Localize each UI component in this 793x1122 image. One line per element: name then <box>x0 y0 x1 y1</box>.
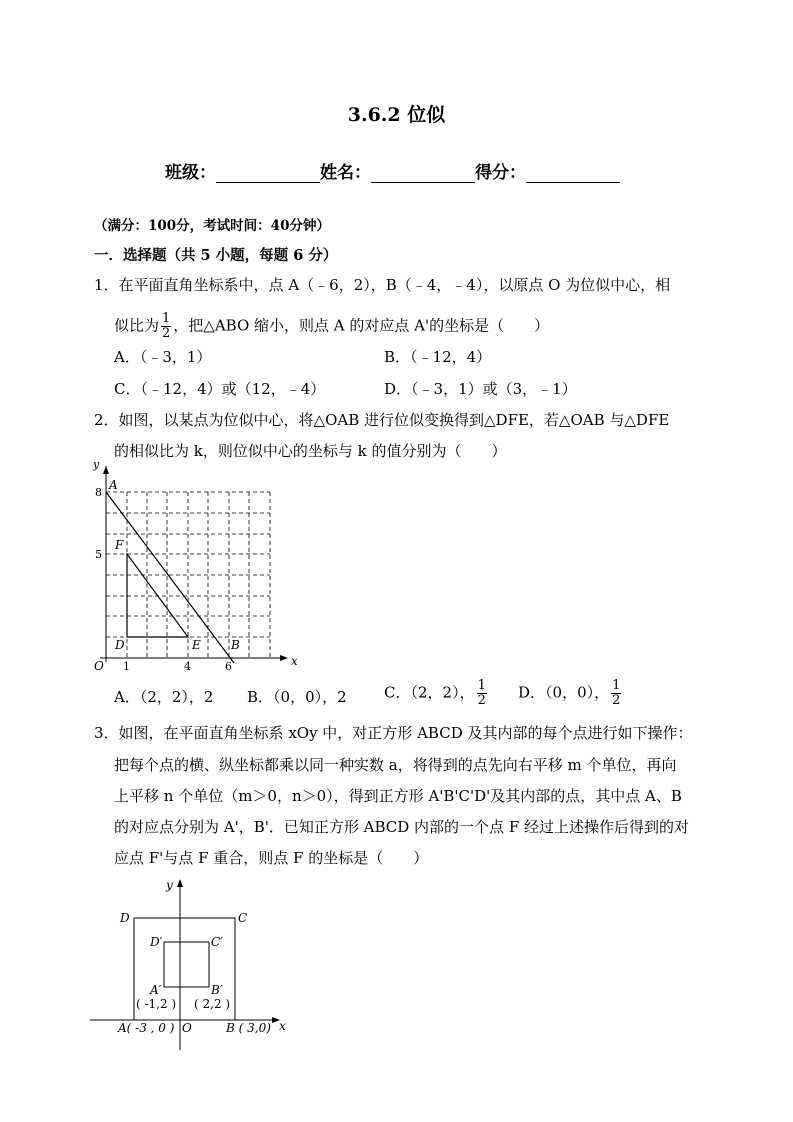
q3-line4: 的对应点分别为 A'，B'．已知正方形 ABCD 内部的一个点 F 经过上述操作后得到的对 <box>114 818 689 836</box>
q2-tick-5: 5 <box>95 548 102 561</box>
section-heading: 一．选择题（共 5 小题，每题 6 分） <box>94 247 338 264</box>
q2-option-c-fraction <box>477 679 487 708</box>
q1-line2 <box>114 312 549 341</box>
q1-option-c: C．（﹣12，4）或（12，﹣4） <box>114 380 326 398</box>
q3-a-prime-coord: ( -1,2 ) <box>136 997 177 1011</box>
q3-point-a-prime-label: A′ <box>150 983 162 997</box>
q3-point-b-label: B ( 3,0) <box>226 1021 271 1035</box>
q2-option-d-frac-den: 2 <box>612 693 621 708</box>
q2-option-b: B．（0，0），2 <box>247 688 347 706</box>
q3-line5: 应点 F'与点 F 重合，则点 F 的坐标是（ ） <box>114 849 429 867</box>
q2-option-d-fraction <box>611 679 621 708</box>
q2-line1: 2．如图，以某点为位似中心，将△OAB 进行位似变换得到△DFE，若△OAB 与△DFE <box>94 411 670 429</box>
q1-line2-pre: 似比为 <box>114 316 160 335</box>
class-label: 班级： <box>165 163 216 183</box>
q2-option-d-text: D．（0，0）， <box>518 683 610 702</box>
q1-option-a: A．（﹣3，1） <box>114 348 212 366</box>
score-blank <box>526 162 620 183</box>
q2-origin-label: O <box>94 659 104 673</box>
q2-point-e-label: E <box>192 638 201 652</box>
q2-tick-1: 1 <box>123 660 130 673</box>
q3-x-label: x <box>279 1019 286 1033</box>
class-blank <box>216 162 320 183</box>
exam-meta: （满分：100分，考试时间：40分钟） <box>94 218 330 234</box>
page-title: 3.6.2 位似 <box>347 104 446 126</box>
q2-tick-8: 8 <box>95 486 102 499</box>
q3-line2: 把每个点的横、纵坐标都乘以同一种实数 a，将得到的点先向右平移 m 个单位，再向 <box>114 756 677 774</box>
name-label: 姓名： <box>320 163 371 183</box>
q2-option-d <box>518 679 623 708</box>
q2-point-a-label: A <box>109 478 118 492</box>
q1-frac-num: 1 <box>162 311 171 326</box>
q2-tick-6: 6 <box>225 660 232 673</box>
q2-line2: 的相似比为 k，则位似中心的坐标与 k 的值分别为（ ） <box>114 442 507 460</box>
q3-point-a-label: A( -3 , 0 ) <box>118 1021 175 1035</box>
q2-option-c-text: C．（2，2）， <box>384 683 475 702</box>
q3-y-label: y <box>166 878 173 892</box>
q3-line1: 3．如图，在平面直角坐标系 xOy 中，对正方形 ABCD 及其内部的每个点进行如下操作： <box>94 724 693 742</box>
q3-point-b-prime-label: B′ <box>211 983 223 997</box>
q1-line2-post: ，把△ABO 缩小，则点 A 的对应点 A'的坐标是（ ） <box>173 316 550 335</box>
q2-y-arrow-icon <box>103 466 109 474</box>
q3-point-c-prime-label: C′ <box>211 935 223 949</box>
q3-point-c-label: C <box>238 911 248 925</box>
q2-figure <box>86 462 316 677</box>
q2-option-d-frac-num: 1 <box>612 678 621 693</box>
q1-frac-den: 2 <box>162 326 171 341</box>
q2-point-f-label: F <box>115 538 124 552</box>
q3-origin-label: O <box>182 1021 192 1035</box>
q2-grid <box>106 492 270 658</box>
q3-point-d-prime-label: D′ <box>150 935 163 949</box>
q2-option-c <box>384 679 489 708</box>
q3-line3: 上平移 n 个单位（m＞0，n＞0），得到正方形 A'B'C'D'及其内部的点，其中点 A、B <box>114 787 682 805</box>
q3-square-abcd-prime <box>164 942 209 987</box>
q2-x-arrow-icon <box>280 655 288 661</box>
q2-option-a: A．（2，2），2 <box>114 688 214 706</box>
q1-line1: 1．在平面直角坐标系中，点 A（﹣6，2），B（﹣4，﹣4），以原点 O 为位似中心，相 <box>94 276 671 294</box>
q1-option-b: B．（﹣12，4） <box>384 348 492 366</box>
q1-option-d: D．（﹣3，1）或（3，﹣1） <box>384 380 577 398</box>
q2-y-label: y <box>93 462 100 471</box>
name-blank <box>371 162 475 183</box>
q2-point-b-label: B <box>231 638 240 652</box>
q3-point-d-label: D <box>120 911 130 925</box>
q2-option-c-frac-den: 2 <box>477 693 486 708</box>
q3-b-prime-coord: ( 2,2 ) <box>194 997 231 1011</box>
q2-tick-4: 4 <box>184 660 191 673</box>
q2-point-d-label: D <box>115 638 125 652</box>
score-label: 得分： <box>475 163 526 183</box>
q3-figure <box>90 875 300 1055</box>
q2-option-c-frac-num: 1 <box>477 678 486 693</box>
q3-y-arrow-icon <box>177 879 183 887</box>
q2-triangle-dfe <box>127 554 188 637</box>
q1-fraction <box>161 312 171 341</box>
q2-x-label: x <box>291 654 298 668</box>
header-fields <box>165 158 620 183</box>
